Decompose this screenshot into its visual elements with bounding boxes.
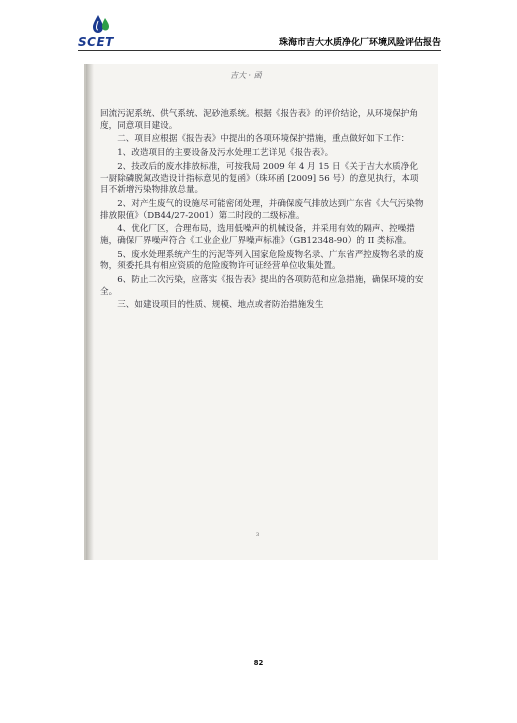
paragraph: 4、优化厂区，合理布局，选用低噪声的机械设备，并采用有效的隔声、控噪措施，确保厂界噪声符合《工业企业厂界噪声标准》（GB12348-90）的 II 类标准。	[100, 224, 415, 246]
scet-logo	[78, 14, 122, 48]
paragraph: 二、项目应根据《报告表》中提出的各项环境保护措施，重点做好如下工作：	[117, 134, 410, 145]
paragraph: 三、如建设项目的性质、规模、地点或者防治措施发生	[117, 300, 324, 311]
header-divider	[78, 50, 441, 51]
document-title: 珠海市吉大水质净化厂环境风险评估报告	[278, 38, 441, 48]
logo-wordmark: SCET	[78, 35, 114, 49]
scanned-document-image	[84, 64, 438, 560]
scanned-body-text	[100, 109, 426, 314]
water-drop-icon	[90, 14, 112, 36]
paragraph: 回流污泥系统、供气系统、泥砂池系统。根据《报告表》的评价结论，从环境保护角度，同意项目建设。	[100, 109, 418, 131]
paragraph: 5、废水处理系统产生的污泥等列入国家危险废物名录、广东省严控废物名录的废物，须委托具有相应资质的危险废物许可证经营单位收集处置。	[100, 249, 424, 272]
paragraph: 1、改造项目的主要设备及污水处理工艺详见《报告表》。	[117, 148, 334, 159]
page-number: 82	[253, 659, 264, 667]
paragraph: 2、技改后的废水排放标准，可按我局 2009 年 4 月 15 日《关于吉大水质净化一厨除磷脱氮改造设计指标意见的复函》（珠环函 [2009] 56 号）的意见执行，本项目不新增污染物排放总量。	[100, 161, 419, 196]
paragraph: 6、防止二次污染，应落实《报告表》提出的各项防范和应急措施，确保环境的安全。	[100, 275, 424, 297]
scanned-page-number: 3	[256, 532, 260, 538]
handwritten-note: 吉大 · 函	[230, 71, 262, 80]
page-header	[0, 0, 517, 56]
paragraph: 2、对产生废气的设施尽可能密闭处理，并确保废气排放达到广东省《大气污染物排放限值》（DB44/27-2001）第二时段的二级标准。	[100, 198, 424, 221]
